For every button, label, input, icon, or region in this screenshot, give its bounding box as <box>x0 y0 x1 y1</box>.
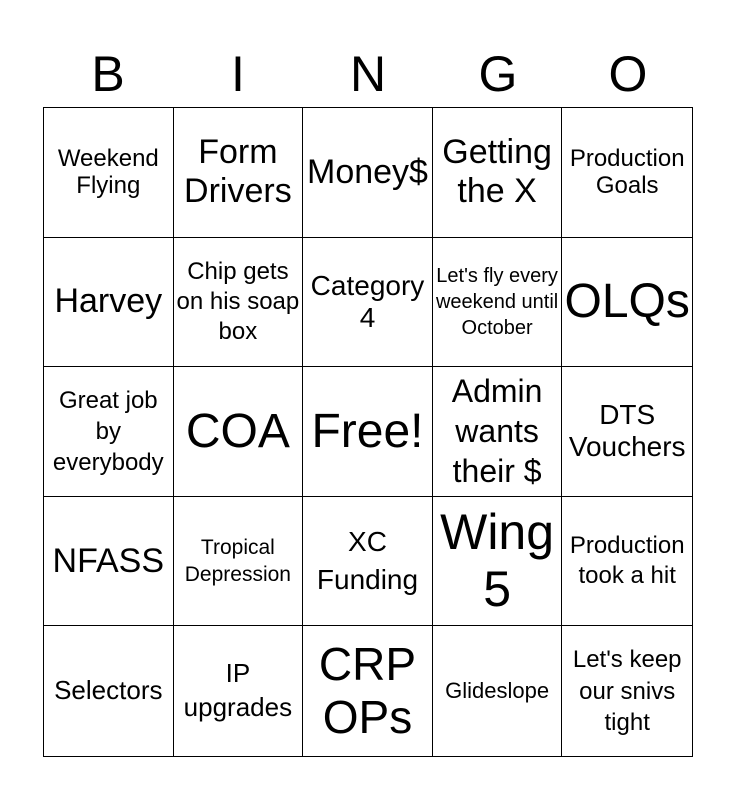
cell-text: Money$ <box>307 152 428 191</box>
bingo-cell[interactable] <box>303 238 433 368</box>
cell-text: Getting the X <box>442 133 552 211</box>
bingo-cell[interactable] <box>303 626 433 756</box>
bingo-header <box>43 40 693 108</box>
cell-text: NFASS <box>52 541 165 580</box>
cell-text: Admin wants their $ <box>451 373 543 490</box>
bingo-cell[interactable] <box>44 238 174 368</box>
cell-text: IP upgrades <box>183 658 293 723</box>
header-letter-o: O <box>608 46 648 102</box>
cell-text: Production took a hit <box>569 532 685 590</box>
header-letter-b: B <box>91 46 125 102</box>
bingo-cell[interactable] <box>562 108 692 238</box>
bingo-cell[interactable] <box>174 497 304 627</box>
bingo-cell[interactable] <box>433 367 563 497</box>
cell-text: Harvey <box>54 282 163 321</box>
bingo-cell[interactable] <box>433 497 563 627</box>
cell-text: Category 4 <box>310 269 425 333</box>
bingo-cell[interactable] <box>562 497 692 627</box>
cell-text: Great job by everybody <box>52 386 164 477</box>
bingo-board <box>43 107 693 757</box>
bingo-cell[interactable] <box>303 497 433 627</box>
cell-text: Wing 5 <box>440 503 555 618</box>
header-letter-g: G <box>478 46 518 102</box>
cell-text: Production Goals <box>569 144 685 200</box>
header-letter-n: N <box>349 46 387 102</box>
bingo-cell[interactable] <box>44 108 174 238</box>
bingo-cell[interactable] <box>433 108 563 238</box>
bingo-cell[interactable] <box>174 626 304 756</box>
header-letter-i: I <box>231 46 245 102</box>
bingo-cell[interactable] <box>44 626 174 756</box>
bingo-cell[interactable] <box>562 626 692 756</box>
bingo-cell[interactable] <box>303 108 433 238</box>
bingo-cell[interactable] <box>303 367 433 497</box>
cell-text: Let's fly every weekend until October <box>435 264 559 339</box>
bingo-cell[interactable] <box>562 367 692 497</box>
bingo-cell[interactable] <box>44 497 174 627</box>
cell-text: DTS Vouchers <box>568 399 686 463</box>
cell-text: XC Funding <box>316 526 419 596</box>
bingo-cell[interactable] <box>433 626 563 756</box>
bingo-cell[interactable] <box>174 367 304 497</box>
bingo-cell[interactable] <box>562 238 692 368</box>
cell-text: Free! <box>311 404 424 458</box>
bingo-cell[interactable] <box>433 238 563 368</box>
cell-text: Selectors <box>54 675 163 706</box>
cell-text: Let's keep our snivs tight <box>572 646 682 736</box>
bingo-cell[interactable] <box>174 108 304 238</box>
bingo-cell[interactable] <box>44 367 174 497</box>
cell-text: CRP OPs <box>318 638 417 744</box>
cell-text: Chip gets on his soap box <box>176 257 300 345</box>
cell-text: Weekend Flying <box>57 144 159 200</box>
bingo-cell[interactable] <box>174 238 304 368</box>
cell-text: OLQs <box>564 275 690 329</box>
cell-text: Glideslope <box>445 677 550 703</box>
cell-text: Form Drivers <box>184 133 292 211</box>
cell-text: Tropical Depression <box>184 535 291 587</box>
cell-text: COA <box>185 404 290 458</box>
